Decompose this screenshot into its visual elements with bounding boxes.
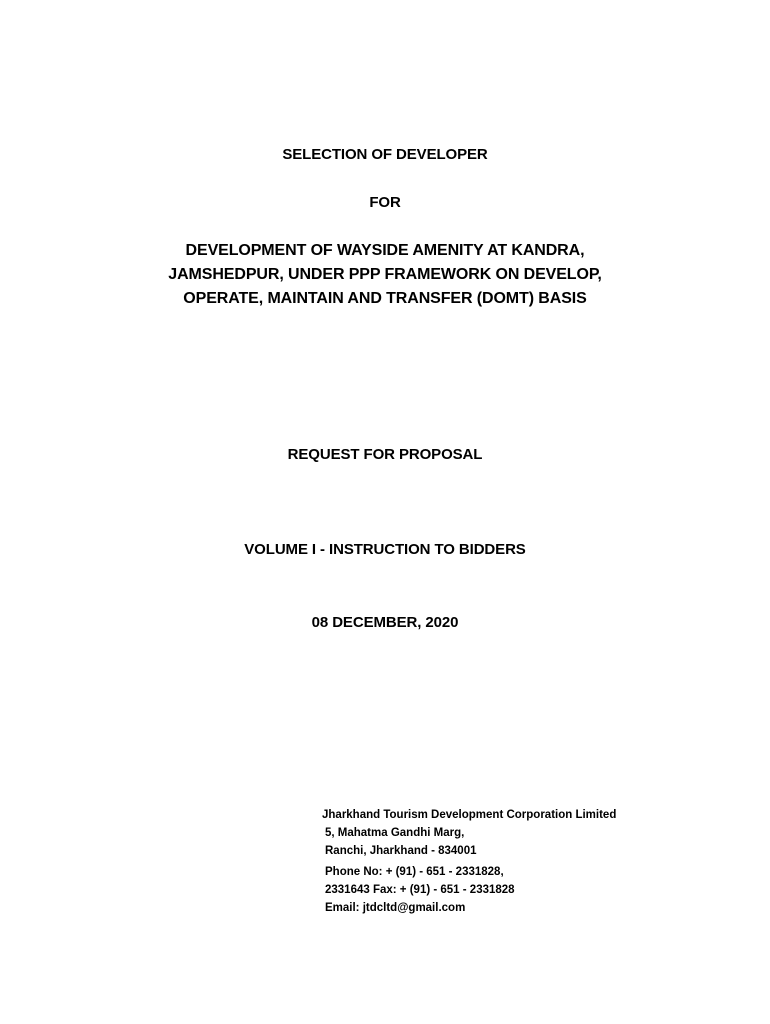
phone-fax-line: 2331643 Fax: + (91) - 651 - 2331828 [325, 884, 515, 896]
address-block [322, 806, 616, 917]
heading-for: FOR [369, 194, 401, 211]
organization-name: Jharkhand Tourism Development Corporation Limited [322, 809, 617, 821]
project-title-line-2: JAMSHEDPUR, UNDER PPP FRAMEWORK ON DEVELOP, [168, 266, 602, 283]
project-title-line-3: OPERATE, MAINTAIN AND TRANSFER (DOMT) BASIS [183, 290, 587, 307]
heading-selection: SELECTION OF DEVELOPER [282, 146, 488, 163]
city-address: Ranchi, Jharkhand - 834001 [325, 845, 477, 857]
doc-type: REQUEST FOR PROPOSAL [287, 446, 483, 463]
street-address: 5, Mahatma Gandhi Marg, [325, 827, 465, 839]
volume-title: VOLUME I - INSTRUCTION TO BIDDERS [244, 541, 526, 558]
phone-line-1: Phone No: + (91) - 651 - 2331828, [325, 866, 504, 878]
document-date: 08 DECEMBER, 2020 [311, 614, 459, 631]
project-title-line-1: DEVELOPMENT OF WAYSIDE AMENITY AT KANDRA, [185, 242, 585, 259]
email-line: Email: jtdcltd@gmail.com [325, 902, 466, 914]
